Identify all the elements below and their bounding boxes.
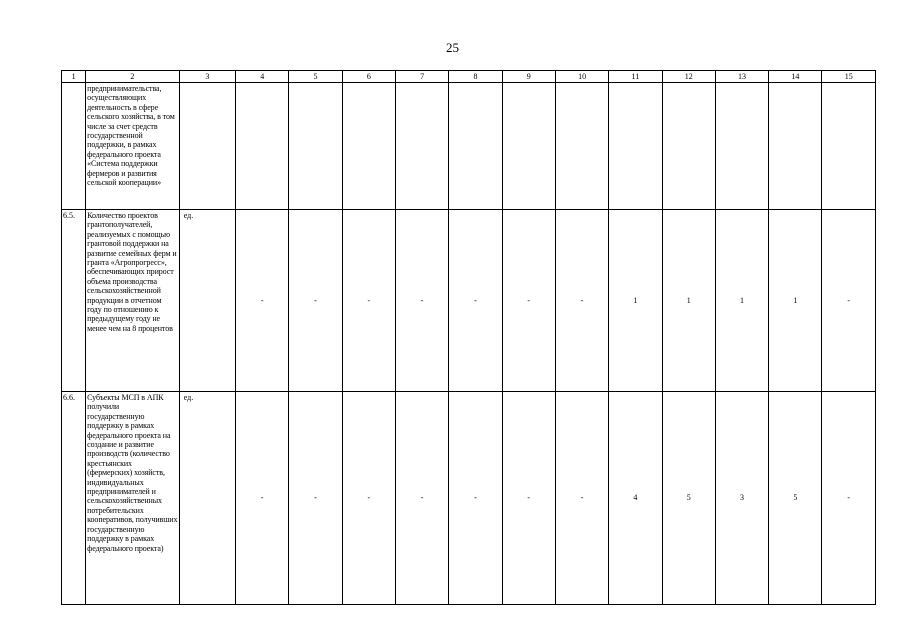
column-header: 14 [769, 71, 822, 83]
column-number-row [62, 71, 876, 83]
row-value: - [395, 392, 448, 605]
row-value: - [342, 392, 395, 605]
row-description: Количество проектов грантополучателей, реализуемых с помощью грантовой поддержки на развитие семейных ферм и гранта «Агропрогресс», обеспечивающих прирост объема производства сельскохозяйственной продукции в отчетном году по отношению к предыдущему году не менее чем на 8 процентов [86, 210, 180, 392]
row-value [609, 83, 662, 210]
row-value: - [342, 210, 395, 392]
column-header: 8 [449, 71, 502, 83]
row-value: 1 [609, 210, 662, 392]
row-value: - [289, 210, 342, 392]
row-unit: ед. [179, 210, 235, 392]
row-value: - [822, 210, 876, 392]
row-value: 1 [662, 210, 715, 392]
column-header: 13 [715, 71, 768, 83]
row-value [715, 83, 768, 210]
column-header: 5 [289, 71, 342, 83]
column-header: 4 [236, 71, 289, 83]
row-value: - [502, 210, 555, 392]
row-value [822, 83, 876, 210]
column-header: 7 [395, 71, 448, 83]
row-value [449, 83, 502, 210]
row-value [555, 83, 608, 210]
column-header: 9 [502, 71, 555, 83]
row-unit [179, 83, 235, 210]
row-value: 1 [769, 210, 822, 392]
row-value: - [555, 210, 608, 392]
row-description: Субъекты МСП в АПК получили государственную поддержку в рамках федерального проекта на создание и развитие производств (количество крестьянских (фермерских) хозяйств, индивидуальных предпринимателей и сельскохозяйственных потребительских кооперативов, получивших государственную поддержку в рамках федерального проекта) [86, 392, 180, 605]
table-row [62, 83, 876, 210]
column-header: 11 [609, 71, 662, 83]
column-header: 6 [342, 71, 395, 83]
row-number: 6.5. [62, 210, 86, 392]
row-value [342, 83, 395, 210]
page-number: 25 [446, 40, 459, 55]
column-header: 3 [179, 71, 235, 83]
row-value [395, 83, 448, 210]
row-value [502, 83, 555, 210]
table-row [62, 210, 876, 392]
table-row [62, 392, 876, 605]
row-number [62, 83, 86, 210]
row-value: 5 [662, 392, 715, 605]
column-header: 2 [86, 71, 180, 83]
row-value [236, 83, 289, 210]
row-number: 6.6. [62, 392, 86, 605]
row-unit: ед. [179, 392, 235, 605]
row-value: - [449, 210, 502, 392]
row-value: - [395, 210, 448, 392]
row-value: - [555, 392, 608, 605]
column-header: 15 [822, 71, 876, 83]
row-value: 4 [609, 392, 662, 605]
indicator-table [61, 70, 876, 605]
column-header: 10 [555, 71, 608, 83]
row-value: - [449, 392, 502, 605]
row-value: 3 [715, 392, 768, 605]
column-header: 12 [662, 71, 715, 83]
row-value [662, 83, 715, 210]
row-value [769, 83, 822, 210]
row-description: предпринимательства, осуществляющих деятельность в сфере сельского хозяйства, в том числе за счет средств государственной поддержки, в рамках федерального проекта «Система поддержки фермеров и развития сельской кооперации» [86, 83, 180, 210]
row-value: - [502, 392, 555, 605]
row-value: 5 [769, 392, 822, 605]
row-value: - [289, 392, 342, 605]
row-value: - [822, 392, 876, 605]
column-header: 1 [62, 71, 86, 83]
row-value: 1 [715, 210, 768, 392]
row-value: - [236, 210, 289, 392]
row-value: - [236, 392, 289, 605]
row-value [289, 83, 342, 210]
